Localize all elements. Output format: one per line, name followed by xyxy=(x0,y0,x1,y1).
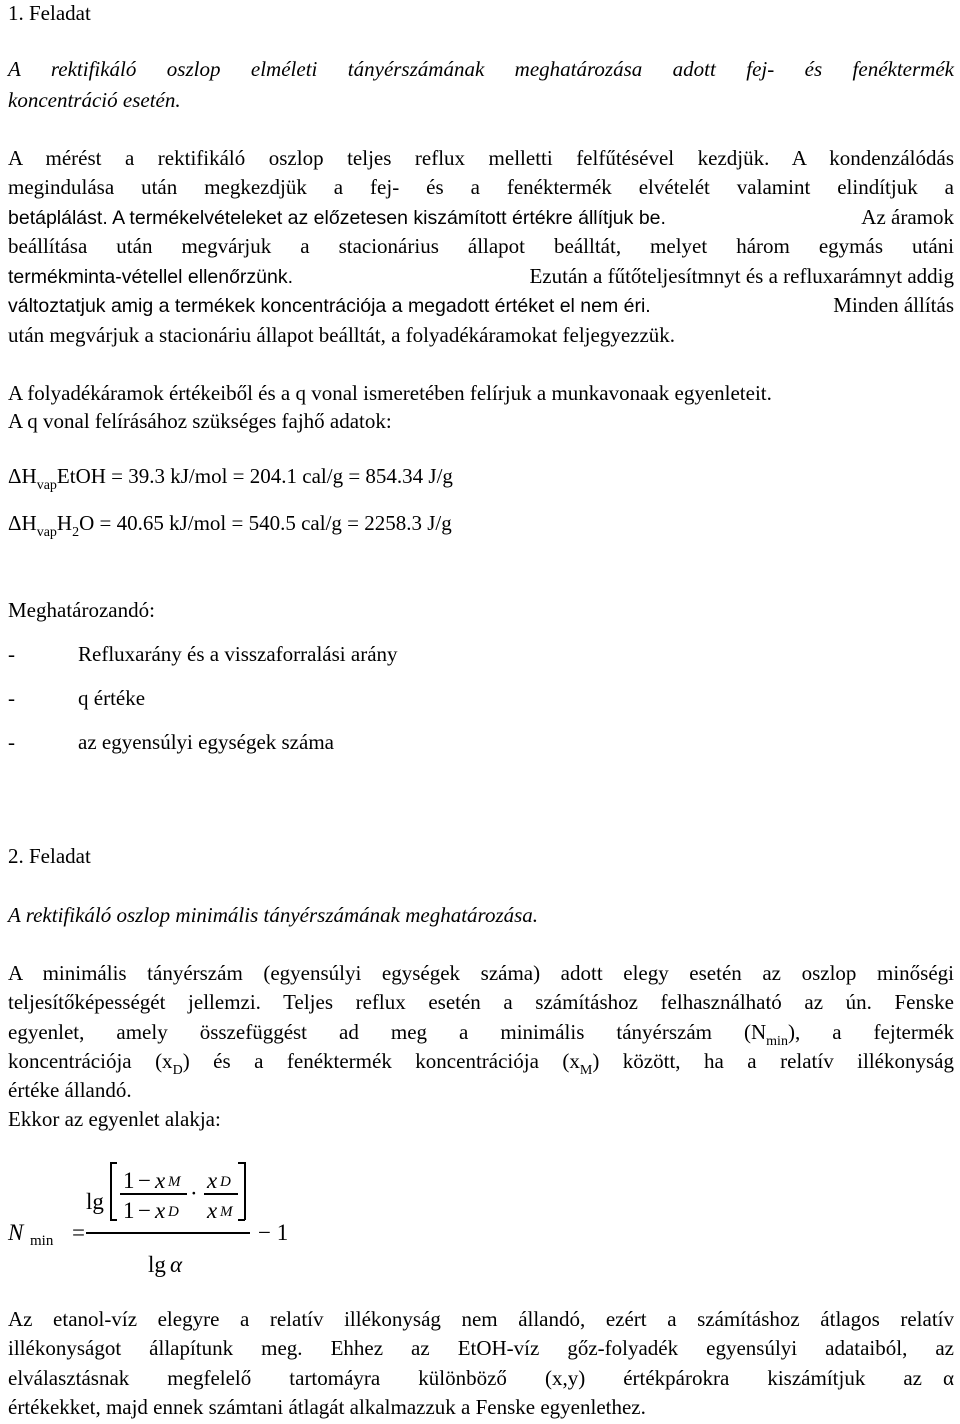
paragraph-3-line-4-b: ) és a fenéktermék koncentrációja (x xyxy=(182,1049,580,1073)
formula-lg-top: lg xyxy=(86,1189,104,1214)
hydrogen-subscript: 2 xyxy=(72,525,80,540)
section-1-heading: 1. Feladat xyxy=(8,1,91,25)
section-1-title-line-2: koncentráció esetén. xyxy=(8,88,181,112)
paragraph-1-line-5-sans-text: termékminta-vétellel ellenőrzünk. xyxy=(8,266,294,288)
paragraph-1-line-6-sans-text: változtatjuk amig a termékek koncentrációja a megadott értéket el nem éri. xyxy=(8,295,651,317)
paragraph-1-line-3 xyxy=(8,204,954,231)
alpha-symbol: α xyxy=(942,1366,954,1390)
paragraph-3-line-2: teljesítőképességét jellemzi. Teljes reflux esetén a számításhoz felhasználható az ún. Fenske xyxy=(8,990,954,1014)
list-item xyxy=(8,641,398,667)
list-dash: - xyxy=(8,730,15,754)
paragraph-3-line-4-c: ) között, ha a relatív illékonyság xyxy=(592,1049,954,1073)
paragraph-2-line-2: A q vonal felírásához szükséges fajhő adatok: xyxy=(8,409,392,433)
paragraph-1-line-4: beállítása után megvárjuk a stacionárius állapot beálltát, melyet három egymás utáni xyxy=(8,234,954,258)
paragraph-1-line-6 xyxy=(8,292,954,319)
vap-subscript: vap xyxy=(36,478,57,493)
left-bracket-top xyxy=(110,1162,117,1164)
paragraph-5-line-1: Az etanol-víz elegyre a relatív illékonyság nem állandó, ezért a számításhoz átlagos relatív xyxy=(8,1307,954,1331)
formula-x-a: x xyxy=(155,1168,166,1193)
inner-fraction-bar-right xyxy=(204,1193,238,1195)
list-item-text: Refluxarány és a visszaforralási arány xyxy=(78,642,398,666)
formula-x-d: x xyxy=(207,1198,218,1223)
paragraph-1-line-2: megindulása után megkezdjük a fej- és a fenéktermék elvételét valamint elindítjuk a xyxy=(8,175,954,199)
paragraph-3-line-4-a: koncentrációja (x xyxy=(8,1049,173,1073)
paragraph-3-line-4 xyxy=(8,1048,954,1078)
right-bracket xyxy=(244,1162,246,1220)
formula-n: N xyxy=(8,1220,24,1245)
paragraph-3-line-5: értéke állandó. xyxy=(8,1078,132,1102)
formula-one-a: 1 xyxy=(123,1168,135,1193)
formula-equals: = xyxy=(72,1220,85,1245)
formula-alpha: α xyxy=(170,1252,183,1277)
hydrogen-symbol: H xyxy=(56,511,73,535)
paragraph-2-line-1: A folyadékáramok értékeiből és a q vonal ismeretében felírjuk a munkavonaak egyenleteit. xyxy=(8,381,772,405)
paragraph-3-line-3-b: ), a fejtermék xyxy=(787,1020,954,1044)
paragraph-1-line-7: után megvárjuk a stacionáriu állapot beálltát, a folyadékáramokat feljegyezzük. xyxy=(8,323,676,347)
enthalpy-equation-ethanol xyxy=(8,463,453,493)
list-item xyxy=(8,685,145,711)
enthalpy-symbol: H xyxy=(21,511,37,535)
left-bracket-bottom xyxy=(110,1219,117,1221)
right-bracket-top xyxy=(238,1162,245,1164)
enthalpy-equation-water xyxy=(8,510,452,540)
paragraph-5-line-4: értékekket, majd ennek számtani átlagát alkalmazzuk a Fenske egyenlethez. xyxy=(8,1395,646,1419)
main-fraction-bar xyxy=(86,1232,250,1234)
fenske-equation xyxy=(8,1158,328,1288)
todo-label: Meghatározandó: xyxy=(8,598,155,622)
formula-minus-b: − xyxy=(138,1198,151,1223)
formula-x-d-subscript: M xyxy=(220,1204,233,1220)
delta-symbol: Δ xyxy=(8,464,22,488)
section-2-title: A rektifikáló oszlop minimális tányérszámának meghatározása. xyxy=(8,903,539,927)
paragraph-1-line-3-sans-text: betáplálást. A termékelvételeket az előzetesen kiszámított értékre állítjuk be. xyxy=(8,207,666,229)
paragraph-5-line-3-text: elválasztásnak megfelelő tartomáyra különböző (x,y) értékpárokra kiszámítjuk az xyxy=(8,1366,922,1390)
right-bracket-bottom xyxy=(238,1219,245,1221)
formula-lg-bottom: lg xyxy=(148,1252,166,1277)
paragraph-1-line-5 xyxy=(8,263,954,290)
section-1-title-line-1: A rektifikáló oszlop elméleti tányérszámának meghatározása adott fej- és fenéktermék xyxy=(8,57,954,81)
list-item-text: q értéke xyxy=(78,686,146,710)
list-dash: - xyxy=(8,642,15,666)
paragraph-1-line-3-tail: Az áramok xyxy=(861,205,954,229)
formula-minus-one: − 1 xyxy=(258,1220,289,1245)
list-dash: - xyxy=(8,686,15,710)
paragraph-5-line-2: illékonyságot állapítunk meg. Ehhez az EtOH-víz gőz-folyadék egyensúlyi adataiból, az xyxy=(8,1336,954,1360)
inner-fraction-bar-left xyxy=(120,1193,187,1195)
paragraph-4: Ekkor az egyenlet alakja: xyxy=(8,1107,221,1131)
vap-subscript: vap xyxy=(36,525,57,540)
paragraph-3-line-1: A minimális tányérszám (egyensúlyi egységek száma) adott elegy esetén az oszlop minőségi xyxy=(8,961,954,985)
formula-minus-a: − xyxy=(138,1168,151,1193)
formula-n-subscript: min xyxy=(30,1233,54,1249)
x-d-subscript: D xyxy=(172,1063,183,1078)
formula-one-b: 1 xyxy=(123,1198,135,1223)
formula-x-a-subscript: M xyxy=(168,1174,181,1190)
n-min-subscript: min xyxy=(766,1034,788,1049)
water-values: O = 40.65 kJ/mol = 540.5 cal/g = 2258.3 J/g xyxy=(79,511,452,535)
section-2-heading: 2. Feladat xyxy=(8,844,91,868)
formula-dot: · xyxy=(190,1181,198,1206)
paragraph-1-line-6-tail: Minden állítás xyxy=(833,293,954,317)
list-item-text: az egyensúlyi egységek száma xyxy=(78,730,334,754)
paragraph-5-line-3 xyxy=(8,1365,954,1391)
x-m-subscript: M xyxy=(579,1063,593,1078)
paragraph-3-line-3-a: egyenlet, amely összefüggést ad meg a minimális tányérszám (N xyxy=(8,1020,767,1044)
left-bracket xyxy=(110,1162,112,1220)
list-item xyxy=(8,729,334,755)
enthalpy-symbol: H xyxy=(21,464,37,488)
formula-x-b-subscript: D xyxy=(220,1174,231,1190)
formula-x-c-subscript: D xyxy=(168,1204,179,1220)
formula-x-b: x xyxy=(207,1168,218,1193)
paragraph-3-line-3 xyxy=(8,1019,954,1049)
ethanol-values: EtOH = 39.3 kJ/mol = 204.1 cal/g = 854.34 J/g xyxy=(56,464,453,488)
paragraph-1-line-5-tail: Ezután a fűtőteljesítmnyt és a refluxarámnyt addig xyxy=(529,264,954,288)
formula-x-c: x xyxy=(155,1198,166,1223)
delta-symbol: Δ xyxy=(8,511,22,535)
paragraph-1-line-1: A mérést a rektifikáló oszlop teljes reflux melletti felfűtésével kezdjük. A kondenzálódás xyxy=(8,146,954,170)
